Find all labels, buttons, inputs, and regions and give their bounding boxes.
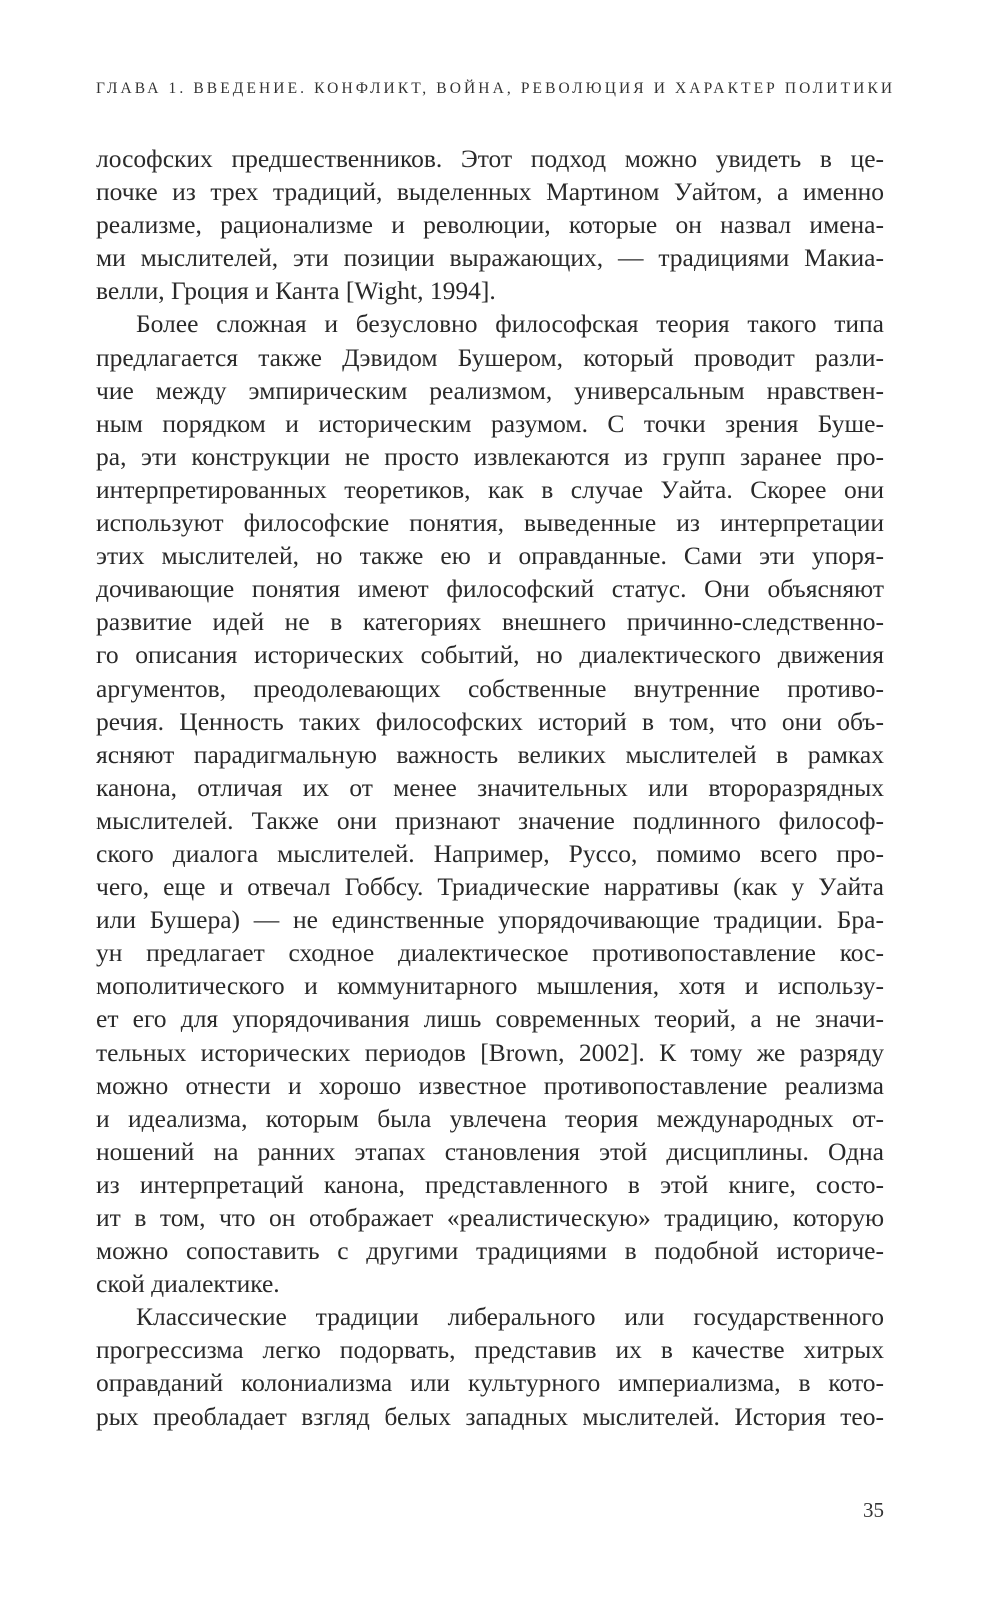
text-line: ношений на ранних этапах становления этой дисциплины. Одна [96,1136,884,1166]
text-line: используют философские понятия, выведенные из интерпретации [96,508,884,538]
text-line: аргументов, преодолевающих собственные внутренние противо- [96,673,884,703]
paragraph [96,307,884,1300]
paragraph [96,1300,884,1432]
text-line: прогрессизма легко подорвать, представив их в качестве хитрых [96,1335,884,1365]
text-line: ской диалектике. [96,1269,280,1299]
text-line: можно отнести и хорошо известное противопоставление реализма [96,1070,884,1100]
text-line: канона, отличая их от менее значительных или второразрядных [96,772,884,802]
text-line: развитие идей не в категориях внешнего причинно-следственно- [96,607,884,637]
text-line: ясняют парадигмальную важность великих мыслителей в рамках [96,739,884,769]
text-line: рых преобладает взгляд белых западных мыслителей. История тео- [96,1401,884,1431]
text-line: и идеализма, которым была увлечена теория международных от- [96,1103,884,1133]
text-line: ского диалога мыслителей. Например, Руссо, помимо всего про- [96,838,884,868]
text-line: предлагается также Дэвидом Бушером, который проводит разли- [96,342,884,372]
text-line: интерпретированных теоретиков, как в случае Уайта. Скорее они [96,474,884,504]
page-number: 35 [863,1498,884,1522]
text-line: или Бушера) — не единственные упорядочивающие традиции. Бра- [96,905,884,935]
text-line: тельных исторических периодов [Brown, 2002]. К тому же разряду [96,1037,884,1067]
text-line: реализме, рационализме и революции, которые он назвал имена- [96,210,884,240]
text-line: из интерпретаций канона, представленного в этой книге, состо- [96,1169,884,1199]
text-line: почке из трех традиций, выделенных Мартином Уайтом, а именно [96,177,884,207]
text-line: чие между эмпирическим реализмом, универсальным нравствен- [96,375,884,405]
body-text [96,142,884,1433]
text-line: ра, эти конструкции не просто извлекаются из групп заранее про- [96,441,884,471]
text-line: мополитического и коммунитарного мышления, хотя и использу- [96,971,884,1001]
text-line: ит в том, что он отображает «реалистическую» традицию, которую [96,1203,884,1232]
text-line: ун предлагает сходное диалектическое противопоставление кос- [96,938,884,968]
text-line: чего, еще и отвечал Гоббсу. Триадические нарративы (как у Уайта [96,872,884,902]
running-header: ГЛАВА 1. ВВЕДЕНИЕ. КОНФЛИКТ, ВОЙНА, РЕВОЛЮЦИЯ И ХАРАКТЕР ПОЛИТИКИ [96,80,896,97]
text-line: можно сопоставить с другими традициями в подобной историче- [96,1236,884,1266]
text-line: мыслителей. Также они признают значение подлинного философ- [96,805,884,835]
paragraph [96,142,884,307]
text-line: лософских предшественников. Этот подход можно увидеть в це- [96,144,884,173]
text-line: го описания исторических событий, но диалектического движения [96,640,884,670]
text-line: этих мыслителей, но также ею и оправданные. Сами эти упоря- [96,541,884,571]
text-line: речия. Ценность таких философских историй в том, что они объ- [96,706,884,736]
text-line: ет его для упорядочивания лишь современных теорий, а не значи- [96,1004,884,1034]
text-line: ми мыслителей, эти позиции выражающих, — традициями Макиа- [96,243,884,273]
text-line: велли, Гроция и Канта [Wight, 1994]. [96,276,496,306]
text-line: Классические традиции либерального или государственного [136,1302,884,1332]
text-line: ным порядком и историческим разумом. С точки зрения Буше- [96,408,884,438]
text-line: Более сложная и безусловно философская теория такого типа [136,309,884,339]
text-line: дочивающие понятия имеют философский статус. Они объясняют [96,574,884,604]
text-line: оправданий колониализма или культурного империализма, в кото- [96,1368,884,1398]
